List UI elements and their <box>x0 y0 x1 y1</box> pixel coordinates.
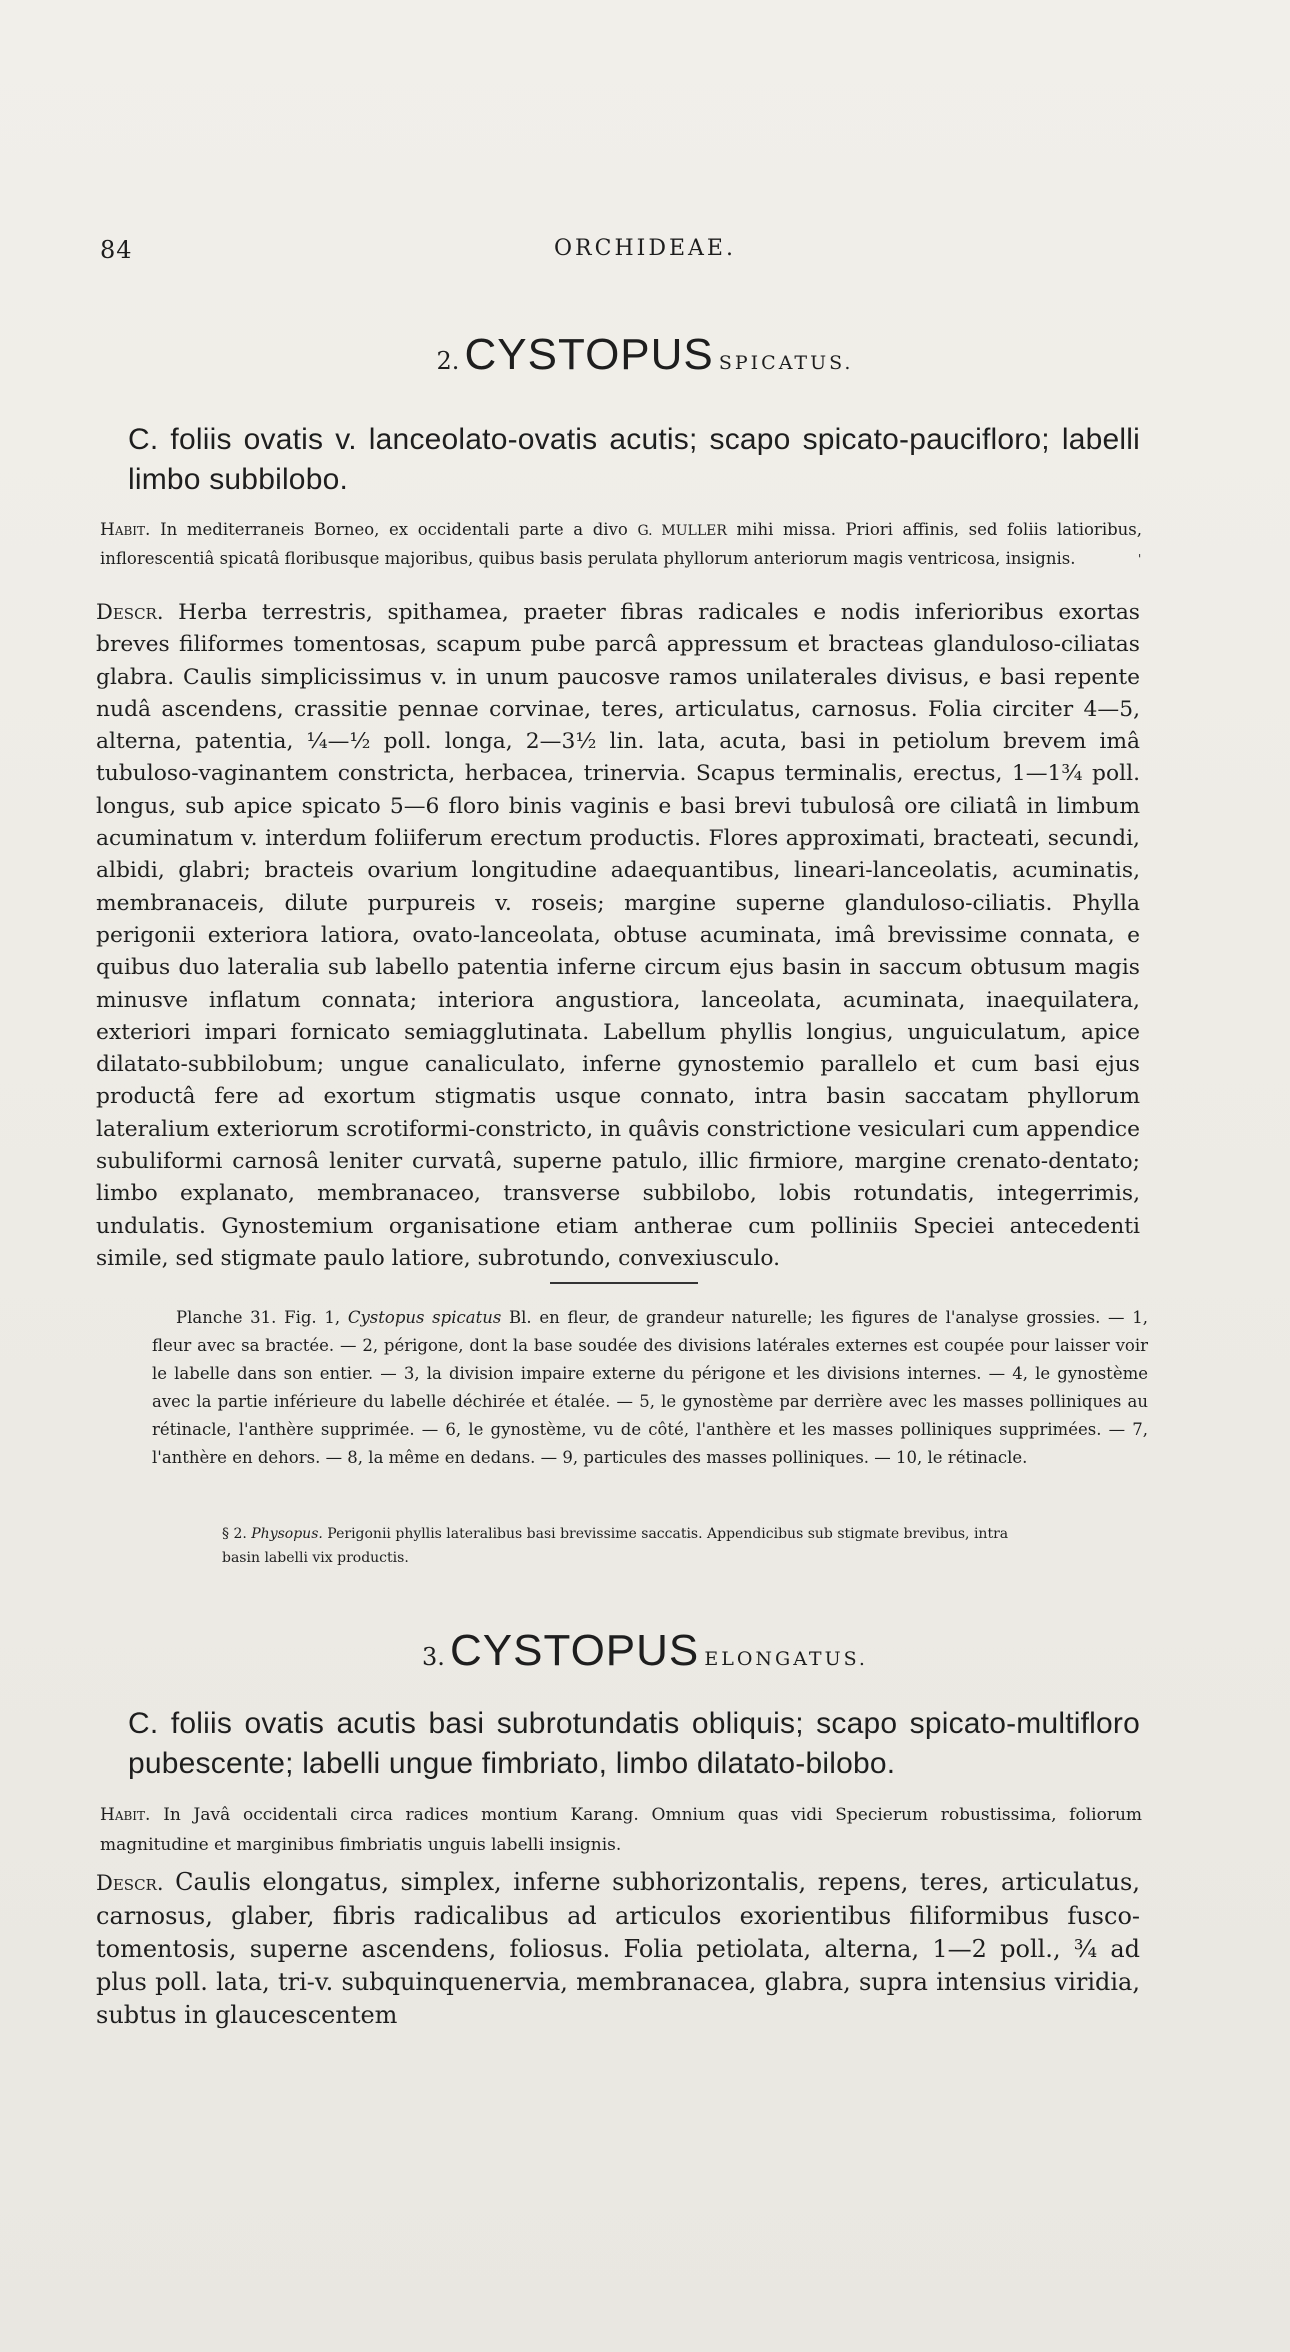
section-divider <box>550 1282 698 1284</box>
description-label: Descr. <box>96 1871 164 1895</box>
species-heading-spicatus <box>100 330 1190 380</box>
habitat-text: In mediterraneis Borneo, ex occidentali parte a divo <box>160 520 628 539</box>
species-genus: CYSTOPUS <box>450 1626 700 1675</box>
habitat-text-continued: mihi missa. Priori affinis, sed foliis latioribus, inflorescentiâ spicatâ floribusque majoribus, quibus basis perulata phyllorum anteriorum magis ventricosa, insignis. <box>100 520 1143 568</box>
plate-caption-species: Cystopus spicatus <box>347 1308 502 1327</box>
page-number: 84 <box>100 236 133 264</box>
footnote-mark: § 2. <box>222 1526 247 1542</box>
print-speck: ' <box>1138 552 1142 566</box>
description-spicatus <box>96 596 1140 1275</box>
species-number: 3. <box>422 1643 445 1671</box>
species-heading-elongatus <box>100 1626 1190 1676</box>
description-label: Descr. <box>96 600 164 624</box>
habitat-label: Habit. <box>100 520 151 540</box>
description-elongatus <box>96 1866 1140 2032</box>
habitat-text: In Javâ occidentali circa radices montium Karang. Omnium quas vidi Specierum robustissima, foliorum magnitudine et marginibus fimbriatis unguis labelli insignis. <box>100 1805 1143 1855</box>
species-epithet: ELONGATUS. <box>704 1648 868 1670</box>
description-text: Caulis elongatus, simplex, inferne subhorizontalis, repens, teres, articulatus, carnosus, glaber, fibris radicalibus ad articulos exorientibus filiformibus fusco-tomentosis, superne ascendens, foliosus. Folia petiolata, alterna, 1—2 poll., ¾ ad plus poll. lata, tri-v. subquinquenervia, membranacea, glabra, supra intensius viridia, subtus in glaucescentem <box>96 1868 1140 2029</box>
section-footnote <box>222 1522 1022 1570</box>
habitat-label: Habit. <box>100 1805 151 1825</box>
species-number: 2. <box>436 347 460 375</box>
collector-name: G. MULLER <box>637 523 727 539</box>
diagnosis-elongatus: C. foliis ovatis acutis basi subrotundatis obliquis; scapo spicato-multifloro pubescente; labelli ungue fimbriato, limbo dilatato-bilobo. <box>128 1707 1140 1780</box>
species-epithet: SPICATUS. <box>718 352 854 374</box>
running-head <box>100 236 1190 270</box>
plate-caption <box>152 1304 1148 1472</box>
diagnosis-spicatus: C. foliis ovatis v. lanceolato-ovatis acutis; scapo spicato-paucifloro; labelli limbo subbilobo. <box>128 423 1140 496</box>
description-text: Herba terrestris, spithamea, praeter fibras radicales e nodis inferioribus exortas breves filiformes tomentosas, scapum pube parcâ appressum et bracteas glanduloso-ciliatas glabra. Caulis simplicissimus v. in unum paucosve ramos unilaterales divisus, e basi repente nudâ ascendens, crassitie pennae corvinae, teres, articulatus, carnosus. Folia circiter 4—5, alterna, patentia, ¼—½ poll. longa, 2—3½ lin. lata, acuta, basi in petiolum brevem imâ tubuloso-vaginantem constricta, herbacea, trinervia. Scapus terminalis, erectus, 1—1¾ poll. longus, sub apice spicato 5—6 floro binis vaginis e basi brevi tubulosâ ore ciliatâ in limbum acuminatum v. interdum foliiferum erectum productis. Flores approximati, bracteati, secundi, albidi, glabri; bracteis ovarium longitudine adaequantibus, lineari-lanceolatis, acuminatis, membranaceis, dilute purpureis v. roseis; margine superne glanduloso-ciliatis. Phylla perigonii exteriora latiora, ovato-lanceolata, obtuse acuminata, imâ brevissime connata, e quibus duo lateralia sub labello patentia inferne circum ejus basin in saccum obtusum magis minusve inflatum connata; interiora angustiora, lanceolata, acuminata, inaequilatera, exteriori impari fornicato semiagglutinata. Labellum phyllis longius, unguiculatum, apice dilatato-subbilobum; ungue canaliculato, inferne gynostemio parallelo et cum basi ejus productâ fere ad exortum stigmatis usque connato, intra basin saccatam phyllorum lateralium exteriorum scrotiformi-constricto, in quâvis constrictione vesiculari cum appendice subuliformi carnosâ leniter curvatâ, superne patulo, illic firmiore, margine crenato-dentato; limbo explanato, membranaceo, transverse subbilobo, lobis rotundatis, integerrimis, undulatis. Gynostemium organisatione etiam antherae cum polliniis Speciei antecedenti simile, sed stigmate paulo latiore, subrotundo, convexiusculo. <box>96 600 1140 1271</box>
plate-caption-lead: Planche 31. Fig. 1, <box>176 1308 341 1327</box>
plate-caption-text: Bl. en fleur, de grandeur naturelle; les figures de l'analyse grossies. — 1, fleur avec sa bractée. — 2, périgone, dont la base soudée des divisions latérales externes est coupée pour laisser voir le labelle dans son entier. — 3, la division impaire externe du périgone et les divisions internes. — 4, le gynostème avec la partie inférieure du labelle déchirée et étalée. — 5, le gynostème par derrière avec les masses polliniques au rétinacle, l'anthère supprimée. — 6, le gynostème, vu de côté, l'anthère et les masses polliniques supprimées. — 7, l'anthère en dehors. — 8, la même en dedans. — 9, particules des masses polliniques. — 10, le rétinacle. <box>152 1308 1149 1467</box>
running-title: ORCHIDEAE. <box>554 236 736 261</box>
footnote-genus: Physopus. <box>251 1526 323 1542</box>
species-genus: CYSTOPUS <box>464 330 714 379</box>
habitat-elongatus <box>100 1800 1142 1860</box>
habitat-spicatus <box>100 516 1142 572</box>
footnote-text: Perigonii phyllis lateralibus basi brevissime saccatis. Appendicibus sub stigmate brevibus, intra basin labelli vix productis. <box>222 1526 1009 1566</box>
